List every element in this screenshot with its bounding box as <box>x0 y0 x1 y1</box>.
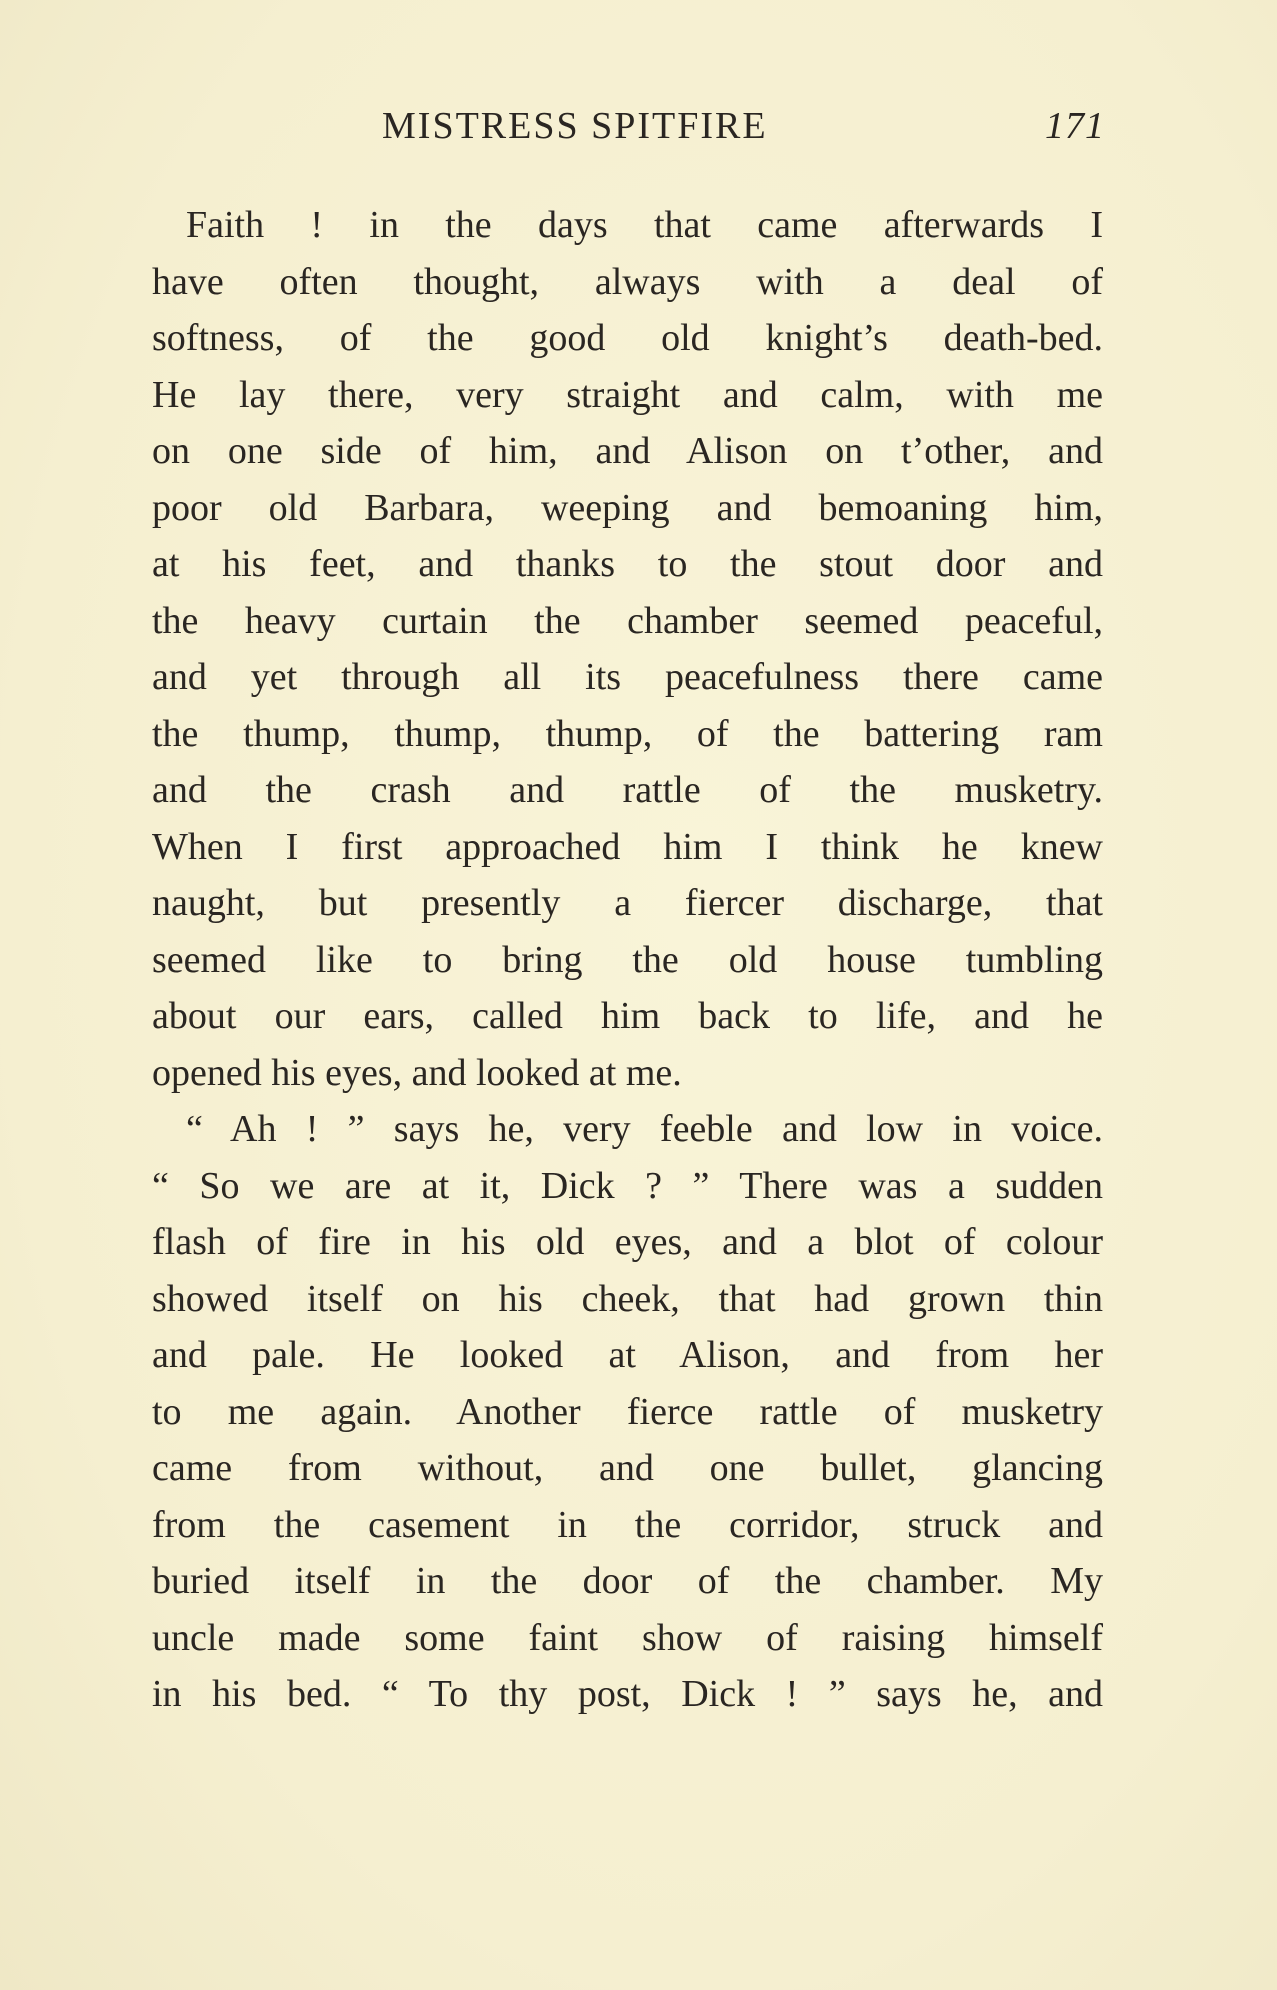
text-line: Faith ! in the days that came afterwards I <box>186 204 1103 246</box>
body-text <box>152 197 1103 1723</box>
text-line: flash of fire in his old eyes, and a blot of colour <box>152 1221 1103 1263</box>
text-line: and the crash and rattle of the musketry. <box>152 769 1103 811</box>
text-line: on one side of him, and Alison on t’other, and <box>152 430 1103 472</box>
text-line: from the casement in the corridor, struck and <box>152 1503 1103 1546</box>
text-line: He lay there, very straight and calm, with me <box>152 373 1103 416</box>
text-line: When I first approached him I think he knew <box>152 825 1103 868</box>
text-line: buried itself in the door of the chamber. My <box>152 1560 1103 1602</box>
text-line: in his bed. “ To thy post, Dick ! ” says he, and <box>152 1673 1103 1715</box>
text-line: naught, but presently a fiercer discharge, that <box>152 882 1103 924</box>
text-line: the heavy curtain the chamber seemed peaceful, <box>152 599 1103 642</box>
text-line: and pale. He looked at Alison, and from her <box>152 1334 1103 1376</box>
text-line: seemed like to bring the old house tumbling <box>152 938 1103 981</box>
text-line: softness, of the good old knight’s death-bed. <box>152 317 1103 359</box>
running-title: MISTRESS SPITFIRE <box>382 105 768 147</box>
text-line: came from without, and one bullet, glancing <box>152 1447 1103 1489</box>
text-line: about our ears, called him back to life, and he <box>152 995 1103 1037</box>
text-line: opened his eyes, and looked at me. <box>152 1051 682 1094</box>
page-number: 171 <box>1045 105 1105 147</box>
text-line: “ Ah ! ” says he, very feeble and low in voice. <box>186 1108 1103 1150</box>
text-line: showed itself on his cheek, that had grown thin <box>152 1277 1103 1320</box>
text-line: uncle made some faint show of raising himself <box>152 1616 1103 1659</box>
text-line: poor old Barbara, weeping and bemoaning him, <box>152 486 1103 529</box>
text-line: at his feet, and thanks to the stout door and <box>152 543 1103 585</box>
text-line: the thump, thump, thump, of the battering ram <box>152 712 1103 755</box>
text-line: and yet through all its peacefulness there came <box>152 656 1103 698</box>
text-line: have often thought, always with a deal of <box>152 260 1103 303</box>
text-line: “ So we are at it, Dick ? ” There was a sudden <box>152 1164 1103 1207</box>
text-line: to me again. Another fierce rattle of musketry <box>152 1390 1103 1433</box>
running-head <box>150 96 1105 156</box>
